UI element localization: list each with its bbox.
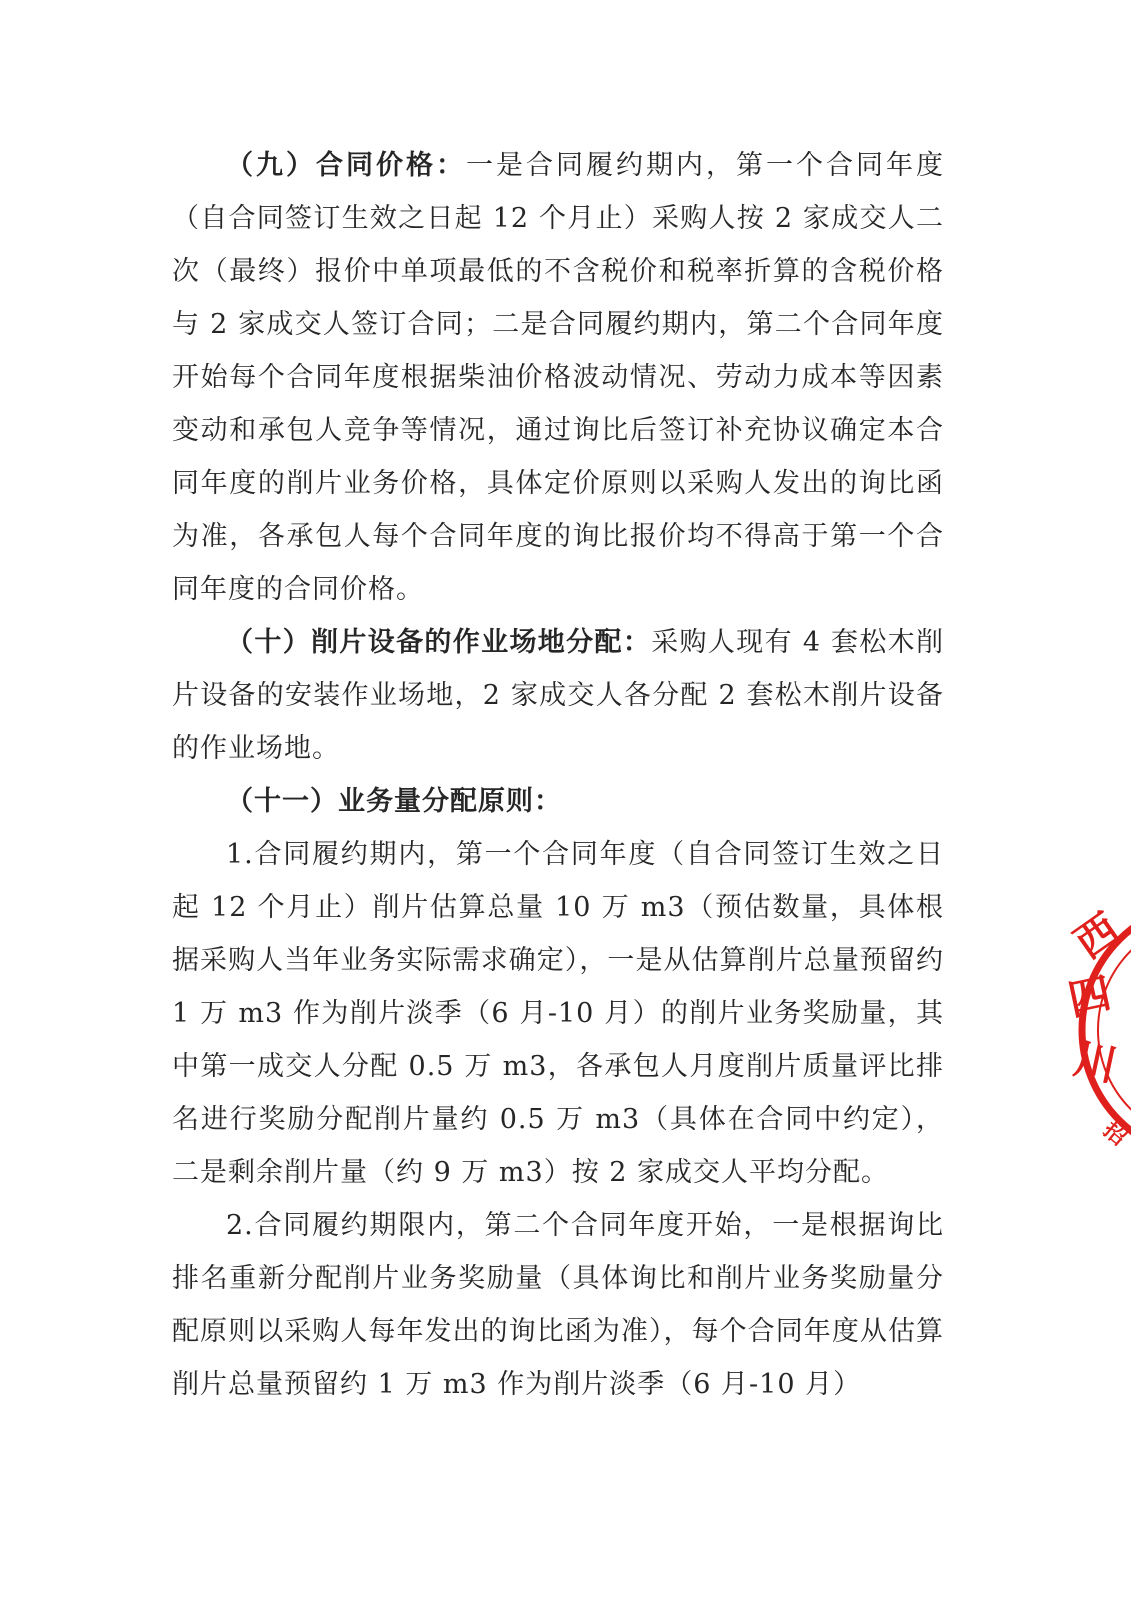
- seal-char-2: 四: [1063, 968, 1116, 1025]
- paragraph-volume-allocation: [172, 775, 944, 828]
- seal-char-1: 西: [1065, 903, 1129, 969]
- document-body: [172, 139, 944, 1411]
- seal-char-4: 招: [1098, 1117, 1131, 1151]
- paragraph-site-allocation: [172, 616, 944, 775]
- text-site-allocation: 采购人现有 4 套松木削片设备的安装作业场地，2 家成交人各分配 2 套松木削片设备的作业场地。: [172, 627, 945, 764]
- heading-site-allocation: （十）削片设备的作业场地分配：: [226, 627, 652, 658]
- heading-volume-allocation: （十一）业务量分配原则：: [226, 786, 562, 817]
- red-seal-stamp: [1050, 880, 1131, 1180]
- text-contract-price: 一是合同履约期内，第一个合同年度（自合同签订生效之日起 12 个月止）采购人按 2 家成交人二次（最终）报价中单项最低的不含税价和税率折算的含税价格与 2 家成交人签订合同；二是合同履约期内，第二个合同年度开始每个合同年度根据柴油价格波动情况、劳动力成本等因素变动和承包人竞争等情况，通过询比后签订补充协议确定本合同年度的削片业务价格，具体定价原则以采购人发出的询比函为准，各承包人每个合同年度的询比报价均不得高于第一个合同年度的合同价格。: [172, 150, 944, 605]
- paragraph-volume-item-2: 2.合同履约期限内，第二个合同年度开始，一是根据询比排名重新分配削片业务奖励量（具体询比和削片业务奖励量分配原则以采购人每年发出的询比函为准），每个合同年度从估算削片总量预留约 1 万 m3 作为削片淡季（6 月-10 月）: [172, 1210, 944, 1400]
- paragraph-contract-price: [172, 139, 944, 616]
- paragraph-volume-item-1: 1.合同履约期内，第一个合同年度（自合同签订生效之日起 12 个月止）削片估算总量 10 万 m3（预估数量，具体根据采购人当年业务实际需求确定），一是从估算削片总量预留约 1 万 m3 作为削片淡季（6 月-10 月）的削片业务奖励量，其中第一成交人分配 0.5 万 m3，各承包人月度削片质量评比排名进行奖励分配削片量约 0.5 万 m3（具体在合同中约定），二是剩余削片量（约 9 万 m3）按 2 家成交人平均分配。: [172, 839, 944, 1188]
- seal-char-3: 川: [1069, 1033, 1122, 1091]
- heading-contract-price: （九）合同价格：: [226, 150, 466, 181]
